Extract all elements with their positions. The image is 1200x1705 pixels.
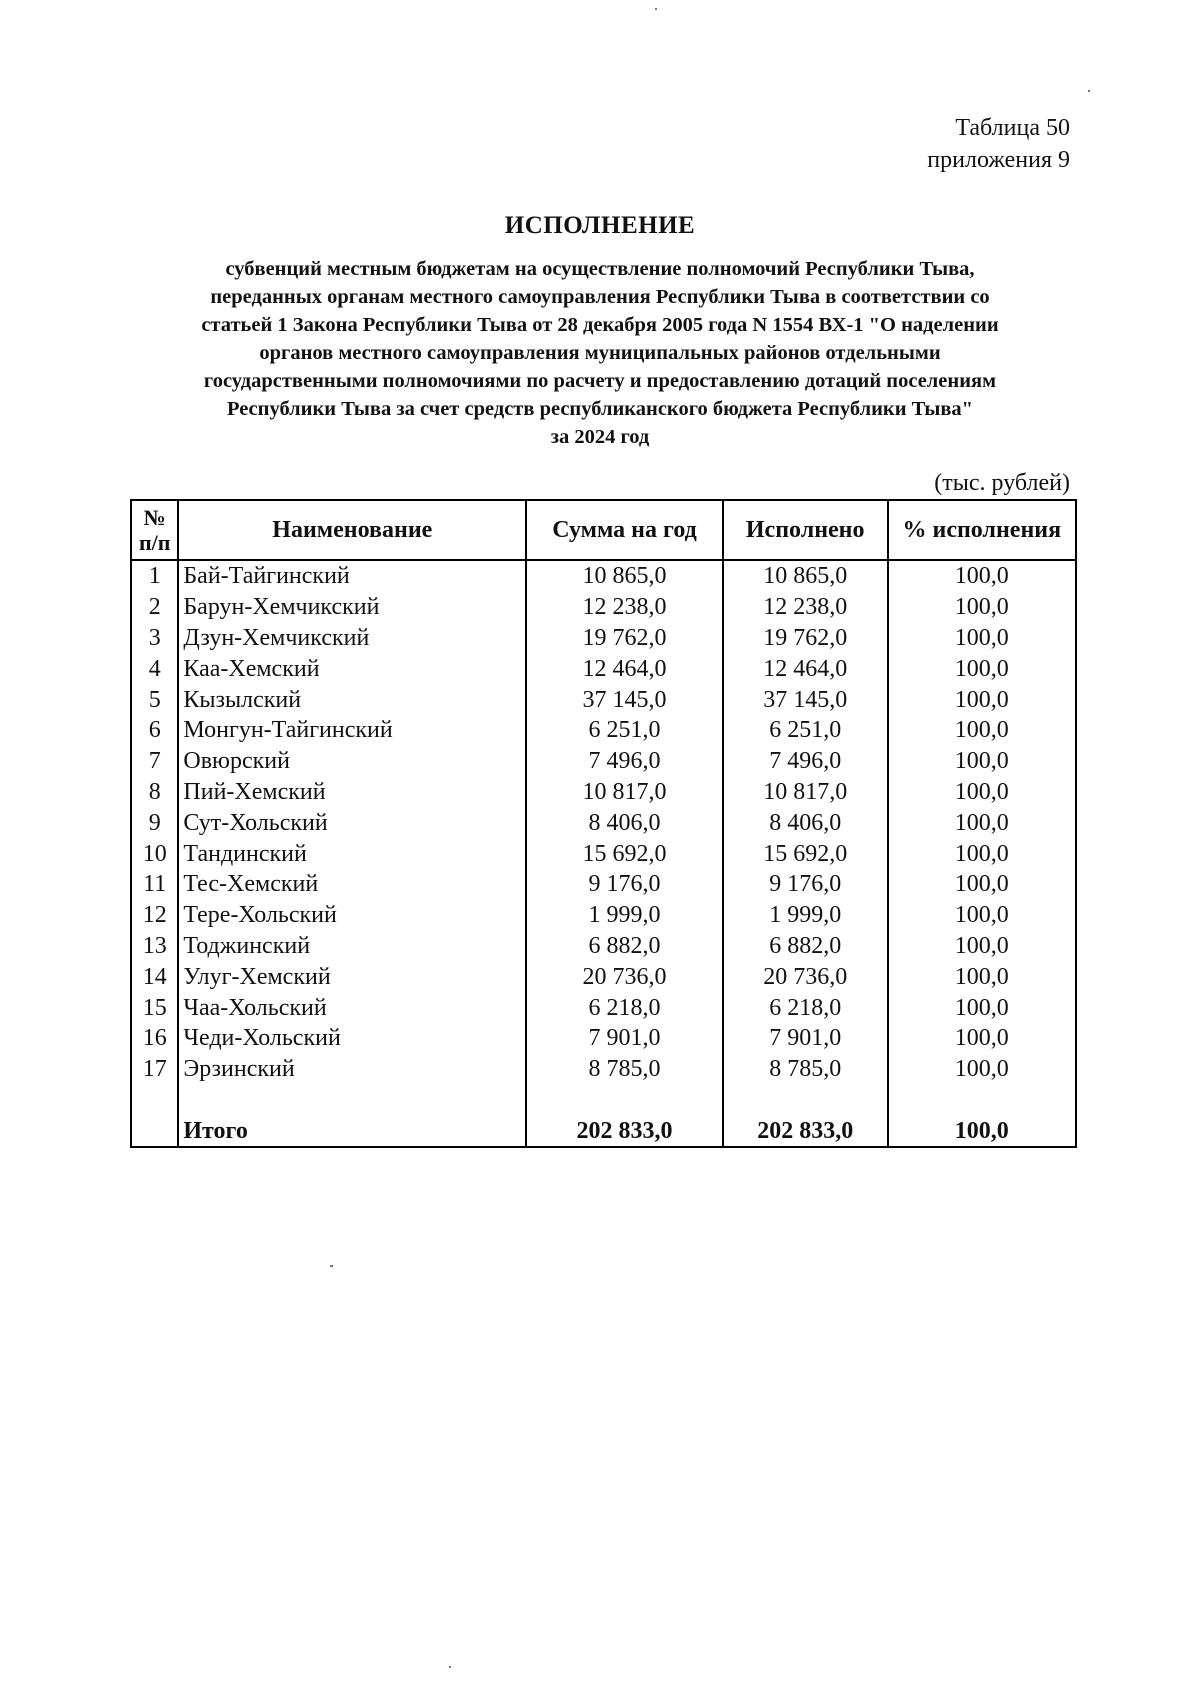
row-percent: 100,0 bbox=[888, 715, 1076, 746]
row-percent: 100,0 bbox=[888, 961, 1076, 992]
row-sum: 6 251,0 bbox=[526, 715, 723, 746]
row-number: 17 bbox=[131, 1054, 178, 1085]
row-done: 8 406,0 bbox=[723, 807, 888, 838]
row-number: 12 bbox=[131, 900, 178, 931]
table-row bbox=[131, 961, 1076, 992]
table-number: Таблица 50 bbox=[955, 115, 1070, 141]
row-percent: 100,0 bbox=[888, 900, 1076, 931]
row-sum: 20 736,0 bbox=[526, 961, 723, 992]
row-percent: 100,0 bbox=[888, 560, 1076, 592]
row-number: 10 bbox=[131, 838, 178, 869]
table-row bbox=[131, 807, 1076, 838]
row-percent: 100,0 bbox=[888, 931, 1076, 962]
row-number: 5 bbox=[131, 684, 178, 715]
header-percent: % исполнения bbox=[888, 500, 1076, 560]
spacer-cell bbox=[178, 1085, 526, 1116]
row-number: 1 bbox=[131, 560, 178, 592]
subtitle-line: за 2024 год bbox=[550, 426, 650, 448]
row-done: 12 238,0 bbox=[723, 592, 888, 623]
row-name: Дзун-Хемчикский bbox=[178, 623, 526, 654]
scan-speck bbox=[1088, 90, 1090, 92]
row-number: 15 bbox=[131, 992, 178, 1023]
row-percent: 100,0 bbox=[888, 623, 1076, 654]
row-sum: 7 901,0 bbox=[526, 1023, 723, 1054]
row-sum: 9 176,0 bbox=[526, 869, 723, 900]
header-done: Исполнено bbox=[723, 500, 888, 560]
subtitle-line: статьей 1 Закона Республики Тыва от 28 декабря 2005 года N 1554 ВХ-1 "О наделении bbox=[201, 314, 999, 336]
header-name: Наименование bbox=[178, 500, 526, 560]
table-row bbox=[131, 992, 1076, 1023]
row-percent: 100,0 bbox=[888, 592, 1076, 623]
row-name: Чеди-Хольский bbox=[178, 1023, 526, 1054]
appendix-number: приложения 9 bbox=[927, 147, 1070, 173]
row-sum: 10 817,0 bbox=[526, 777, 723, 808]
row-done: 12 464,0 bbox=[723, 653, 888, 684]
row-done: 6 882,0 bbox=[723, 931, 888, 962]
row-done: 20 736,0 bbox=[723, 961, 888, 992]
scan-speck bbox=[449, 1666, 451, 1668]
total-sum: 202 833,0 bbox=[526, 1115, 723, 1147]
row-sum: 12 464,0 bbox=[526, 653, 723, 684]
row-sum: 37 145,0 bbox=[526, 684, 723, 715]
table-total-row bbox=[131, 1115, 1076, 1147]
header-sum: Сумма на год bbox=[526, 500, 723, 560]
table-row bbox=[131, 623, 1076, 654]
row-percent: 100,0 bbox=[888, 684, 1076, 715]
row-name: Эрзинский bbox=[178, 1054, 526, 1085]
table-row bbox=[131, 1023, 1076, 1054]
row-done: 6 251,0 bbox=[723, 715, 888, 746]
table-row bbox=[131, 684, 1076, 715]
row-sum: 6 882,0 bbox=[526, 931, 723, 962]
header-number bbox=[131, 500, 178, 560]
row-number: 3 bbox=[131, 623, 178, 654]
row-done: 10 865,0 bbox=[723, 560, 888, 592]
table-row bbox=[131, 838, 1076, 869]
row-percent: 100,0 bbox=[888, 869, 1076, 900]
row-done: 8 785,0 bbox=[723, 1054, 888, 1085]
row-sum: 8 406,0 bbox=[526, 807, 723, 838]
header-number-abbr: п/п bbox=[138, 530, 171, 555]
table-row bbox=[131, 777, 1076, 808]
table-header-row bbox=[131, 500, 1076, 560]
row-percent: 100,0 bbox=[888, 746, 1076, 777]
row-number: 4 bbox=[131, 653, 178, 684]
total-done: 202 833,0 bbox=[723, 1115, 888, 1147]
document-subtitle bbox=[150, 255, 1050, 451]
table-row bbox=[131, 653, 1076, 684]
row-name: Барун-Хемчикский bbox=[178, 592, 526, 623]
row-done: 9 176,0 bbox=[723, 869, 888, 900]
row-name: Тоджинский bbox=[178, 931, 526, 962]
row-name: Каа-Хемский bbox=[178, 653, 526, 684]
table-row bbox=[131, 869, 1076, 900]
row-done: 19 762,0 bbox=[723, 623, 888, 654]
execution-table bbox=[130, 499, 1077, 1148]
table-row bbox=[131, 746, 1076, 777]
table-row bbox=[131, 900, 1076, 931]
row-sum: 12 238,0 bbox=[526, 592, 723, 623]
scan-speck bbox=[330, 1265, 333, 1267]
row-number: 13 bbox=[131, 931, 178, 962]
document-title: ИСПОЛНЕНИЕ bbox=[504, 212, 696, 239]
scan-speck bbox=[655, 8, 657, 10]
row-name: Тес-Хемский bbox=[178, 869, 526, 900]
row-percent: 100,0 bbox=[888, 992, 1076, 1023]
spacer-cell bbox=[526, 1085, 723, 1116]
table-row bbox=[131, 715, 1076, 746]
row-done: 1 999,0 bbox=[723, 900, 888, 931]
row-name: Сут-Хольский bbox=[178, 807, 526, 838]
row-number: 9 bbox=[131, 807, 178, 838]
row-number: 7 bbox=[131, 746, 178, 777]
row-name: Монгун-Тайгинский bbox=[178, 715, 526, 746]
row-name: Овюрский bbox=[178, 746, 526, 777]
spacer-cell bbox=[888, 1085, 1076, 1116]
row-name: Кызылский bbox=[178, 684, 526, 715]
row-number: 8 bbox=[131, 777, 178, 808]
row-number: 2 bbox=[131, 592, 178, 623]
row-number: 14 bbox=[131, 961, 178, 992]
spacer-cell bbox=[131, 1085, 178, 1116]
table-spacer-row bbox=[131, 1085, 1076, 1116]
subtitle-line: субвенций местным бюджетам на осуществление полномочий Республики Тыва, bbox=[225, 258, 975, 280]
header-number-sign: № bbox=[143, 505, 166, 530]
row-percent: 100,0 bbox=[888, 777, 1076, 808]
table-row bbox=[131, 1054, 1076, 1085]
row-done: 15 692,0 bbox=[723, 838, 888, 869]
row-name: Пий-Хемский bbox=[178, 777, 526, 808]
row-sum: 1 999,0 bbox=[526, 900, 723, 931]
row-number: 6 bbox=[131, 715, 178, 746]
row-percent: 100,0 bbox=[888, 653, 1076, 684]
row-number: 11 bbox=[131, 869, 178, 900]
total-label: Итого bbox=[178, 1115, 526, 1147]
subtitle-line: органов местного самоуправления муниципальных районов отдельными bbox=[259, 342, 941, 364]
row-percent: 100,0 bbox=[888, 1023, 1076, 1054]
table-row bbox=[131, 931, 1076, 962]
row-name: Бай-Тайгинский bbox=[178, 560, 526, 592]
table-reference bbox=[927, 112, 1070, 176]
table-row bbox=[131, 560, 1076, 592]
table-row bbox=[131, 592, 1076, 623]
row-sum: 7 496,0 bbox=[526, 746, 723, 777]
row-number: 16 bbox=[131, 1023, 178, 1054]
row-sum: 15 692,0 bbox=[526, 838, 723, 869]
row-name: Тандинский bbox=[178, 838, 526, 869]
row-done: 37 145,0 bbox=[723, 684, 888, 715]
row-sum: 19 762,0 bbox=[526, 623, 723, 654]
row-sum: 10 865,0 bbox=[526, 560, 723, 592]
row-name: Чаа-Хольский bbox=[178, 992, 526, 1023]
row-sum: 6 218,0 bbox=[526, 992, 723, 1023]
row-percent: 100,0 bbox=[888, 807, 1076, 838]
subtitle-line: государственными полномочиями по расчету и предоставлению дотаций поселениям bbox=[203, 370, 997, 392]
row-percent: 100,0 bbox=[888, 838, 1076, 869]
row-done: 7 901,0 bbox=[723, 1023, 888, 1054]
spacer-cell bbox=[723, 1085, 888, 1116]
subtitle-line: переданных органам местного самоуправления Республики Тыва в соответствии со bbox=[210, 286, 990, 308]
total-number-cell bbox=[131, 1115, 178, 1147]
row-percent: 100,0 bbox=[888, 1054, 1076, 1085]
units-label: (тыс. рублей) bbox=[934, 470, 1070, 496]
subtitle-line: Республики Тыва за счет средств республиканского бюджета Республики Тыва" bbox=[226, 398, 974, 420]
row-name: Тере-Хольский bbox=[178, 900, 526, 931]
row-done: 10 817,0 bbox=[723, 777, 888, 808]
row-sum: 8 785,0 bbox=[526, 1054, 723, 1085]
row-name: Улуг-Хемский bbox=[178, 961, 526, 992]
row-done: 7 496,0 bbox=[723, 746, 888, 777]
total-percent: 100,0 bbox=[888, 1115, 1076, 1147]
row-done: 6 218,0 bbox=[723, 992, 888, 1023]
